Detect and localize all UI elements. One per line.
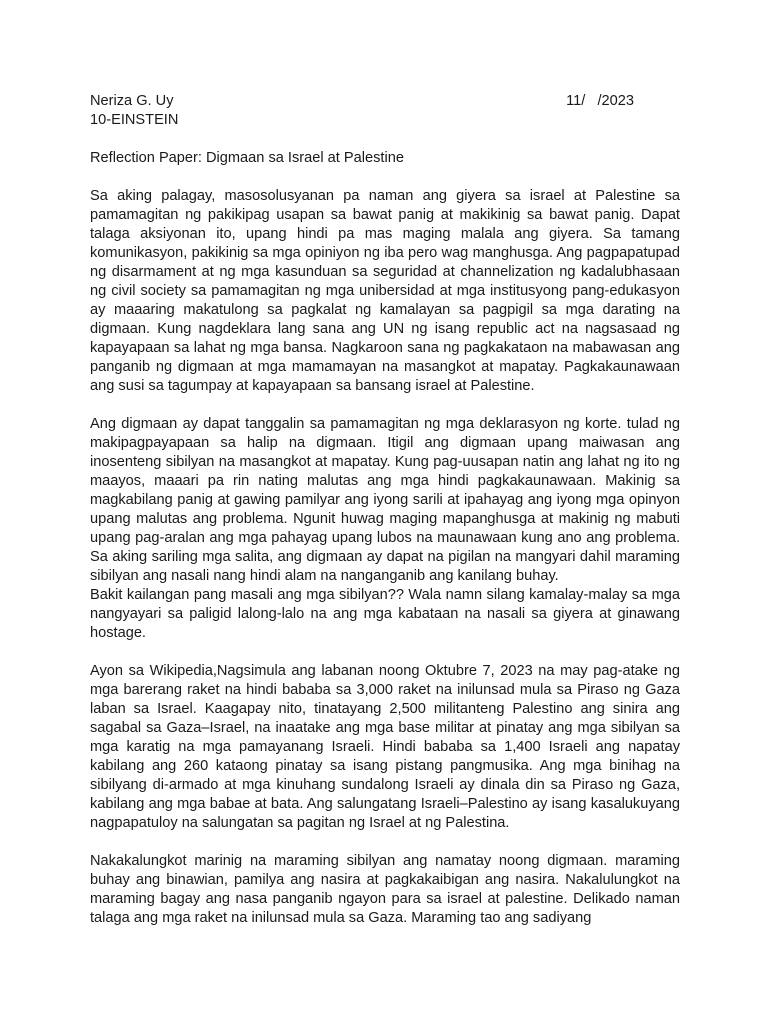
paragraph-4: Ayon sa Wikipedia,Nagsimula ang labanan noong Oktubre 7, 2023 na may pag-atake ng mga barerang raket na hindi bababa sa 3,000 raket na inilunsad mula sa Piraso ng Gaza laban sa Israel. Kaagapay nito, tinatayang 2,500 militanteng Palestino ang sinira ang sagabal sa Gaza–Israel, na inaatake ang mga base militar at pinatay ang mga sibilyan sa mga karatig na mga pamayanang Israeli. Hindi bababa sa 1,400 Israeli ang napatay kabilang ang 260 kataong pinatay sa isang pistang pangmusika. Ang mga binihag na sibilyang di-armado at mga kinuhang sundalong Israeli ay dinala din sa Piraso ng Gaza, kabilang ang mga babae at bata. Ang salungatang Israeli–Palestino ay isang kasalukuyang nagpapatuloy na salungatan sa pagitan ng Israel at ng Palestina. — [90, 663, 680, 831]
paragraph-3: Bakit kailangan pang masali ang mga sibilyan?? Wala namn silang kamalay-malay sa mga nangyayari sa paligid lalong-lalo na ang mga kabataan na nasali sa giyera at ginawang hostage. — [90, 587, 680, 641]
header-row — [90, 92, 680, 111]
document-date: 11/ /2023 — [566, 93, 634, 109]
paragraph-5: Nakakalungkot marinig na maraming sibilyan ang namatay noong digmaan. maraming buhay ang binawian, pamilya ang nasira at pagkakaibigan ang nasira. Nakalulungkot na maraming bagay ang nasa panganib ngayon para sa israel at palestine. Delikado naman talaga ang mga raket na inilunsad mula sa Gaza. Maraming tao ang sadiyang — [90, 853, 680, 926]
paragraph-2: Ang digmaan ay dapat tanggalin sa pamamagitan ng mga deklarasyon ng korte. tulad ng makipagpayapaan sa halip na digmaan. Itigil ang digmaan upang maiwasan ang inosenteng sibilyan na masangkot at mapatay. Kung pag-uusapan natin ang lahat ng ito ng maayos, maaari pa rin nating malutas ang mga hindi pagkakaunawaan. Makinig sa magkabilang panig at gawing pamilyar ang iyong sarili at ipahayag ang iyong mga opinyon upang malutas ang problema. Ngunit huwag maging mapanghusga at makinig ng mabuti upang pag-aralan ang mga pahayag upang lubos na maunawaan kung ano ang problema. Sa aking sariling mga salita, ang digmaan ay dapat na pigilan na mangyari dahil maraming sibilyan ang nasali nang hindi alam na nanganganib ang kanilang buhay. — [90, 416, 680, 584]
class-section: 10-EINSTEIN — [90, 112, 179, 128]
paper-title: Reflection Paper: Digmaan sa Israel at Palestine — [90, 150, 404, 166]
paragraph-1: Sa aking palagay, masosolusyanan pa naman ang giyera sa israel at Palestine sa pamamagitan ng pakikipag usapan sa bawat panig at makikinig sa bawat panig. Dapat talaga aksiyonan ito, upang hindi pa mas maging malala ang giyera. Sa tamang komunikasyon, pakikinig sa mga opiniyon ng iba pero wag manghusga. Ang pagpapatupad ng disarmament at ng mga kasunduan sa seguridad at channelization ng kadalubhasaan ng civil society sa pamamagitan ng mga unibersidad at mga institusyong pang-edukasyon ay maaaring makatulong sa pagkalat ng kamalayan sa pagpigil sa mga darating na digmaan. Kung nagdeklara lang sana ang UN ng isang republic act na nagsasaad ng kapayapaan sa lahat ng mga bansa. Nagkaroon sana ng pagkakataon na mabawasan ang panganib ng digmaan at mga mamamayan na masangkot at mapatay. Pagkakaunawaan ang susi sa tagumpay at kapayapaan sa bansang israel at Palestine. — [90, 188, 680, 394]
author-name: Neriza G. Uy — [90, 93, 174, 109]
document-page — [90, 92, 680, 928]
